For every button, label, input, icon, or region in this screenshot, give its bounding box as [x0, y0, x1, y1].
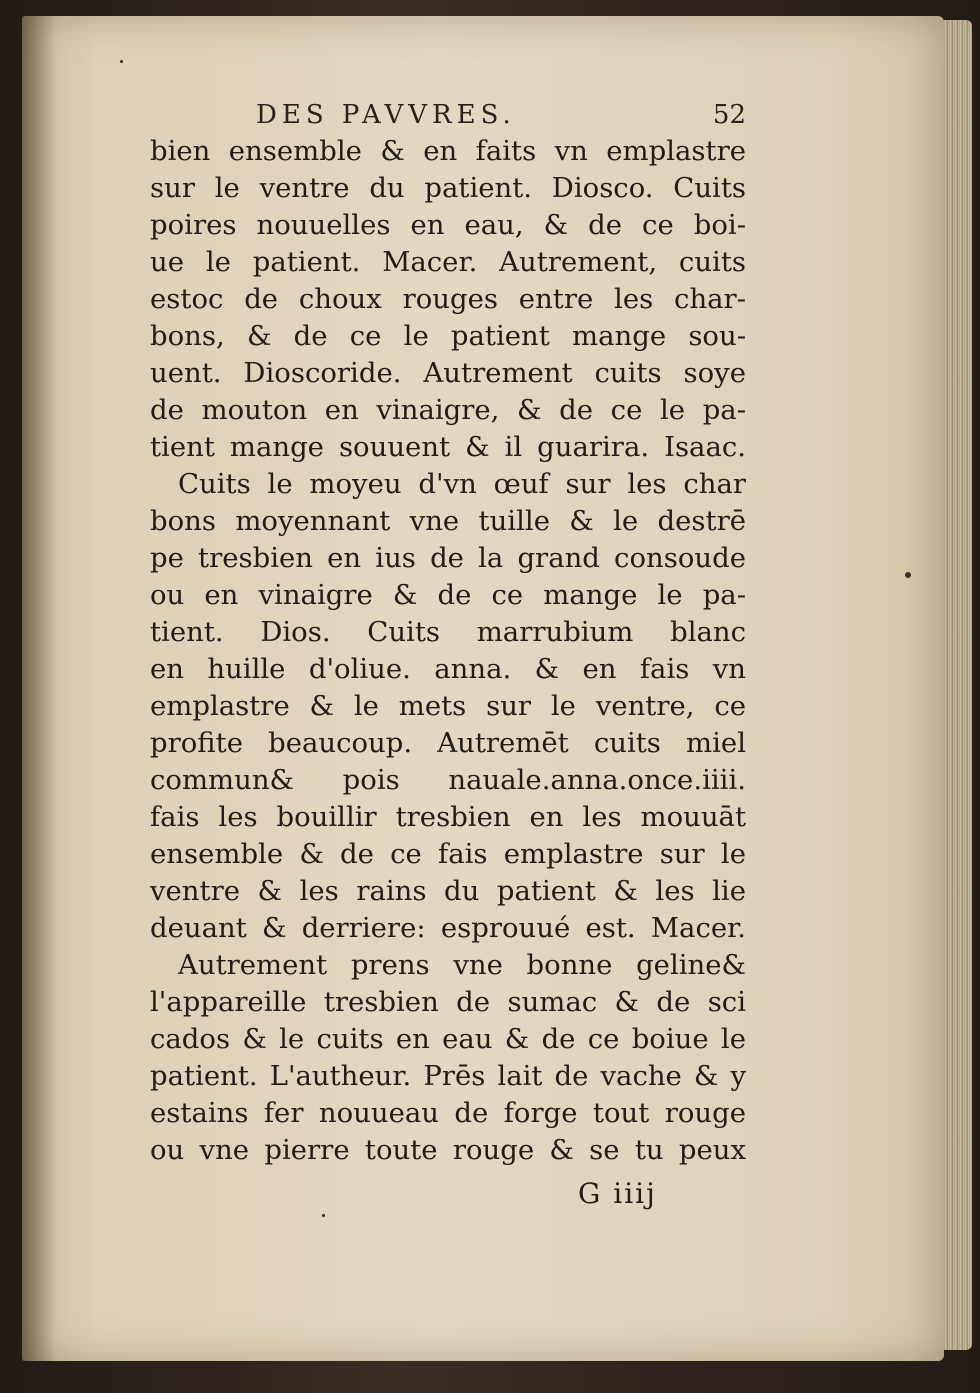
text-line: sur le ventre du patient. Diosco. Cuits	[150, 172, 746, 204]
page-gutter-shadow	[22, 16, 56, 1361]
body-text	[150, 133, 746, 1169]
text-line: ou en vinaigre & de ce mange le pa-	[150, 579, 746, 611]
text-line: uent. Dioscoride. Autrement cuits soye	[150, 357, 746, 389]
running-header	[256, 100, 746, 136]
text-line: pe tresbien en ius de la grand consoude	[150, 542, 746, 574]
page-edges	[944, 20, 972, 1350]
text-line: ue le patient. Macer. Autrement, cuits	[150, 246, 746, 278]
text-line: l'appareille tresbien de sumac & de sci	[150, 986, 746, 1018]
text-line: emplastre & le mets sur le ventre, ce	[150, 690, 746, 722]
page-number: 52	[712, 100, 746, 130]
text-line: deuant & derriere: esprouué est. Macer.	[150, 912, 746, 944]
text-line: fais les bouillir tresbien en les mouuāt	[150, 801, 746, 833]
ink-speck	[905, 572, 911, 578]
text-line: de mouton en vinaigre, & de ce le pa-	[150, 394, 746, 426]
text-line: bien ensemble & en faits vn emplastre	[150, 135, 746, 167]
text-line: ou vne pierre toute rouge & se tu peux	[150, 1134, 746, 1166]
text-line: profite beaucoup. Autremēt cuits miel	[150, 727, 746, 759]
text-line: commun& pois nauale.anna.once.iiii.	[150, 764, 746, 796]
text-line: estains fer nouueau de forge tout rouge	[150, 1097, 746, 1129]
text-line: ventre & les rains du patient & les lie	[150, 875, 746, 907]
text-line: Autrement prens vne bonne geline&	[178, 949, 746, 981]
text-line: estoc de choux rouges entre les char-	[150, 283, 746, 315]
ink-speck	[120, 60, 123, 63]
text-line: tient mange souuent & il guarira. Isaac.	[150, 431, 746, 463]
running-title: DES PAVVRES.	[256, 100, 516, 130]
text-line: en huille d'oliue. anna. & en fais vn	[150, 653, 746, 685]
text-line: Cuits le moyeu d'vn œuf sur les char	[178, 468, 746, 500]
text-line: patient. L'autheur. Prēs lait de vache & y	[150, 1060, 746, 1092]
text-line: tient. Dios. Cuits marrubium blanc	[150, 616, 746, 648]
text-line: cados & le cuits en eau & de ce boiue le	[150, 1023, 746, 1055]
text-line: bons, & de ce le patient mange sou-	[150, 320, 746, 352]
text-line: ensemble & de ce fais emplastre sur le	[150, 838, 746, 870]
text-line: poires nouuelles en eau, & de ce boi-	[150, 209, 746, 241]
text-line: bons moyennant vne tuille & le destrē	[150, 505, 746, 537]
signature-mark: G iiij	[578, 1177, 657, 1210]
ink-speck	[322, 1214, 325, 1217]
